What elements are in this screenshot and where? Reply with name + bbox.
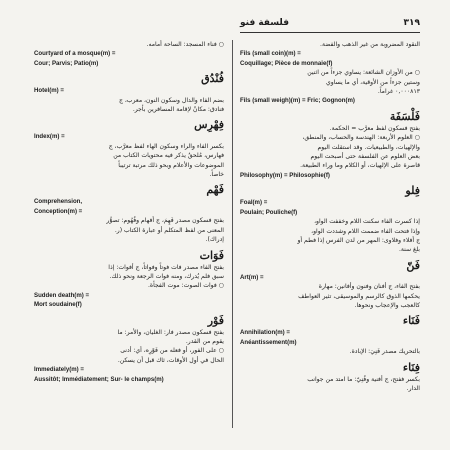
- entry-translation: Index(m) =: [34, 133, 65, 141]
- entry-translation: Mort soudaine(f): [34, 301, 82, 309]
- entry-text: بكسر ففتح، ج أفنية وفُنِيّ: ما امتد من جوانب: [307, 375, 420, 383]
- entry-text: الدار.: [406, 384, 420, 392]
- entry-headword: فَنَاء: [402, 314, 420, 328]
- entry-text: ○ فناء المسجد: الساحة أمامه.: [146, 41, 224, 48]
- entry-text: ○ على الفور، أو فعله من فَوْرِه، أي: أدنى: [120, 347, 224, 355]
- entry-text: النقود المضروبة من غير الذهب والفضة.: [320, 41, 420, 48]
- page-header: [240, 18, 420, 33]
- entry-translation: Hotel(m) =: [34, 87, 64, 95]
- entry-text: خاصاً.: [209, 171, 224, 179]
- entry-text: بكسر الفاء والراء وسكون الهاء لفظ معرَّب، ج: [108, 142, 224, 150]
- entry-translation: Coquillage; Pièce de monnaie(f): [240, 59, 333, 67]
- entry-text: الحال في أول الأوقات، ثاك قبل أن يسكن.: [117, 356, 224, 364]
- entry-headword: فُنْدُق: [201, 72, 224, 86]
- entry-translation: Comprehension,: [34, 198, 83, 206]
- entry-translation: Philosophy(m) = Philosophie(f): [240, 171, 330, 179]
- entry-translation: Fils (small weigh)(m) = Fric; Gognon(m): [240, 97, 355, 105]
- entry-text: ○ العلوم الأربعة: الهندسة والحساب، والمنطق،: [302, 134, 420, 142]
- entry-text: قاصرة على الإلهيات، أو الكلام وما وراء الطبيعة.: [300, 162, 420, 170]
- entry-text: بالتحريك مصدر فَنِيَ: الإبادة.: [349, 348, 420, 356]
- entry-translation: Anéantissement(m): [240, 338, 297, 346]
- entry-text: الموضوعات والأعلام وبحو ذلك مرتبة ترتيباً: [118, 161, 224, 169]
- entry-text: بضم الفاء والدال وسكون النون، معرب، ج: [118, 96, 224, 104]
- entry-text: يحكمها الذوق كالرسم والموسيقى، تثير العواطف: [298, 292, 420, 300]
- entry-headword: فَوَات: [199, 248, 224, 262]
- entry-translation: Aussitôt; Immédiatement; Sur- le champs(m): [34, 375, 164, 383]
- entry-text: كالعجب والإعجاب ونحوها.: [354, 301, 420, 309]
- entry-text: سبق فلم يُدرك، ومنه فوات الرجعة ونحو ذلك.: [109, 272, 224, 280]
- entry-text: بفتح الفاء، ج أفنان وفنون وأفانين: مهارة: [318, 283, 420, 291]
- entry-text: بعض العلوم عن الفلسفة حتى أصبحت اليوم: [310, 153, 420, 161]
- entry-text: وإذا فتحت الفاء ضممت اللام وشددت الواو،: [311, 227, 420, 235]
- entry-translation: Poulain; Pouliche(f): [240, 208, 298, 216]
- entry-translation: Courtyard of a mosque(m) =: [34, 50, 116, 58]
- running-headword: فلسفة فنو: [240, 18, 290, 28]
- entry-text: بفتح فسكون مصدر فَهِمَ، ج أفهام وفُهُوم: تصوُّر: [106, 217, 224, 225]
- entry-translation: Annihilation(m) =: [240, 329, 290, 337]
- entry-translation: Conception(m) =: [34, 207, 83, 215]
- entry-text: بفتح الفاء مصدر فات فوتاً وفواتاً، ج أفوات: إذا: [108, 263, 224, 271]
- entry-text: ○ من الأوزان الشائعة: يساوي جزءاً من اثنين: [307, 69, 420, 77]
- entry-text: ○ فوات الصوت: موت الفجأة.: [147, 282, 224, 290]
- entry-headword: فَلْسَفَة: [389, 109, 420, 123]
- entry-text: فنادق: مكانٌ لإقامة المسافرين بأجر.: [132, 106, 224, 114]
- entry-text: ٠,٠٠٠٨١٣ غراماً.: [377, 88, 420, 96]
- entry-text: إدراك).: [205, 236, 224, 244]
- entry-text: بلغ سنة.: [398, 246, 420, 254]
- entry-text: يقوم من القدر.: [185, 337, 224, 345]
- page-number: ٣١٩: [403, 18, 420, 28]
- entry-translation: Cour; Parvis; Patio(m): [34, 59, 99, 67]
- entry-headword: فَنّ: [406, 258, 420, 272]
- entry-text: بفتح فسكون مصدر فار: الغليان، والأمر: ما: [117, 328, 224, 336]
- entry-translation: Art(m) =: [240, 273, 264, 281]
- entry-translation: Sudden death(m) =: [34, 291, 90, 299]
- entry-headword: فَوْر: [207, 313, 224, 327]
- entry-translation: Fils (small coin)(m) =: [240, 50, 301, 58]
- right-column: [240, 40, 420, 430]
- entry-translation: Immediately(m) =: [34, 366, 84, 374]
- entry-headword: فِلو: [405, 184, 420, 198]
- column-divider: [232, 40, 233, 428]
- left-column: [34, 40, 224, 430]
- entry-headword: فِنَاء: [402, 360, 420, 374]
- entry-text: المعنى من لفظ المتكلم أو عبارة الكتاب (ر.: [114, 226, 224, 234]
- entry-text: فهارس، مُلحقٌ يذكر فيه محتويات الكتاب من: [113, 152, 224, 160]
- entry-text: وستين جزءاً من الأوقية، أي ما يساوي: [326, 78, 420, 86]
- entry-headword: فِهْرِس: [194, 118, 224, 132]
- entry-text: إذا كسرت الفاء سكنت اللام وخففت الواو،: [314, 218, 420, 226]
- entry-translation: Foal(m) =: [240, 199, 268, 207]
- entry-text: والإلهيات، والطبيعيات. وقد استقلت اليوم: [317, 143, 420, 151]
- entry-headword: فَهْم: [206, 183, 224, 197]
- entry-text: بفتح فسكون لفظ معرَّب = الحكمة.: [329, 124, 420, 132]
- entry-text: ج أفلاء وفلاوى: المهر من لدن الفرس إذا فطم أو: [297, 236, 420, 244]
